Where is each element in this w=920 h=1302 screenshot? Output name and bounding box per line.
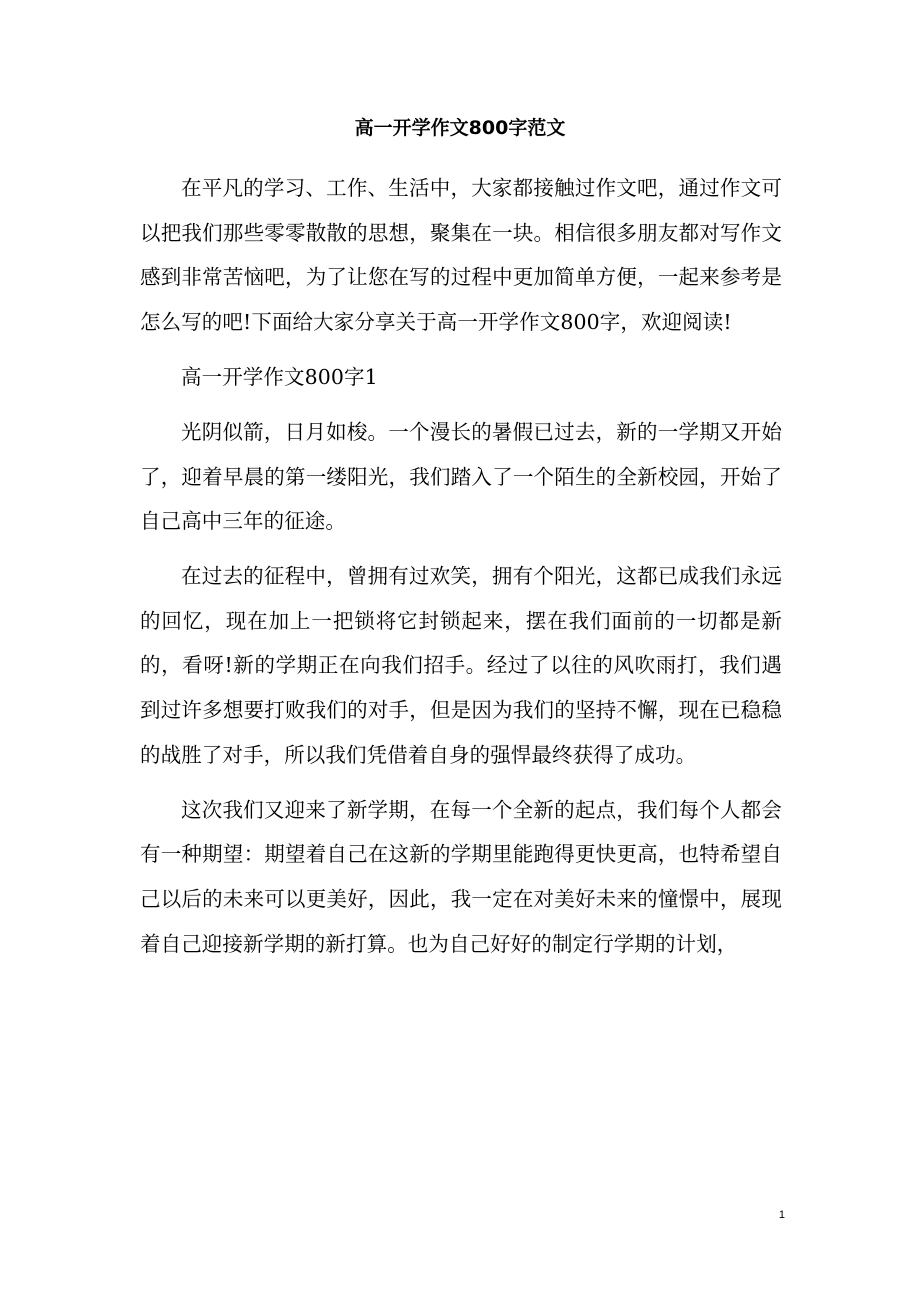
paragraph-1: 光阴似箭，日月如梭。一个漫长的暑假已过去，新的一学期又开始了，迎着早晨的第一缕阳光，我们踏入了一个陌生的全新校园，开始了自己高中三年的征途。 <box>140 419 782 534</box>
paragraph-subheading: 高一开学作文800字1 <box>181 364 378 389</box>
page-number: 1 <box>778 1209 785 1221</box>
paragraph-3: 这次我们又迎来了新学期，在每一个全新的起点，我们每个人都会有一种期望：期望着自己在这新的学期里能跑得更快更高，也特希望自己以后的未来可以更美好，因此，我一定在对美好未来的憧憬中，展现着自己迎接新学期的新打算。也为自己好好的制定行学期的计划， <box>140 797 782 956</box>
paragraph-2: 在过去的征程中，曾拥有过欢笑，拥有个阳光，这都已成我们永远的回忆，现在加上一把锁将它封锁起来，摆在我们面前的一切都是新的，看呀!新的学期正在向我们招手。经过了以往的风吹雨打，我们遇到过许多想要打败我们的对手，但是因为我们的坚持不懈，现在已稳稳的战胜了对手，所以我们凭借着自身的强悍最终获得了成功。 <box>140 564 782 767</box>
paragraph-intro: 在平凡的学习、工作、生活中，大家都接触过作文吧，通过作文可以把我们那些零零散散的思想，聚集在一块。相信很多朋友都对写作文感到非常苦恼吧，为了让您在写的过程中更加简单方便，一起来参考是怎么写的吧!下面给大家分享关于高一开学作文800字，欢迎阅读! <box>140 176 782 334</box>
document-body <box>140 166 782 966</box>
document-title: 高一开学作文800字范文 <box>354 117 566 139</box>
